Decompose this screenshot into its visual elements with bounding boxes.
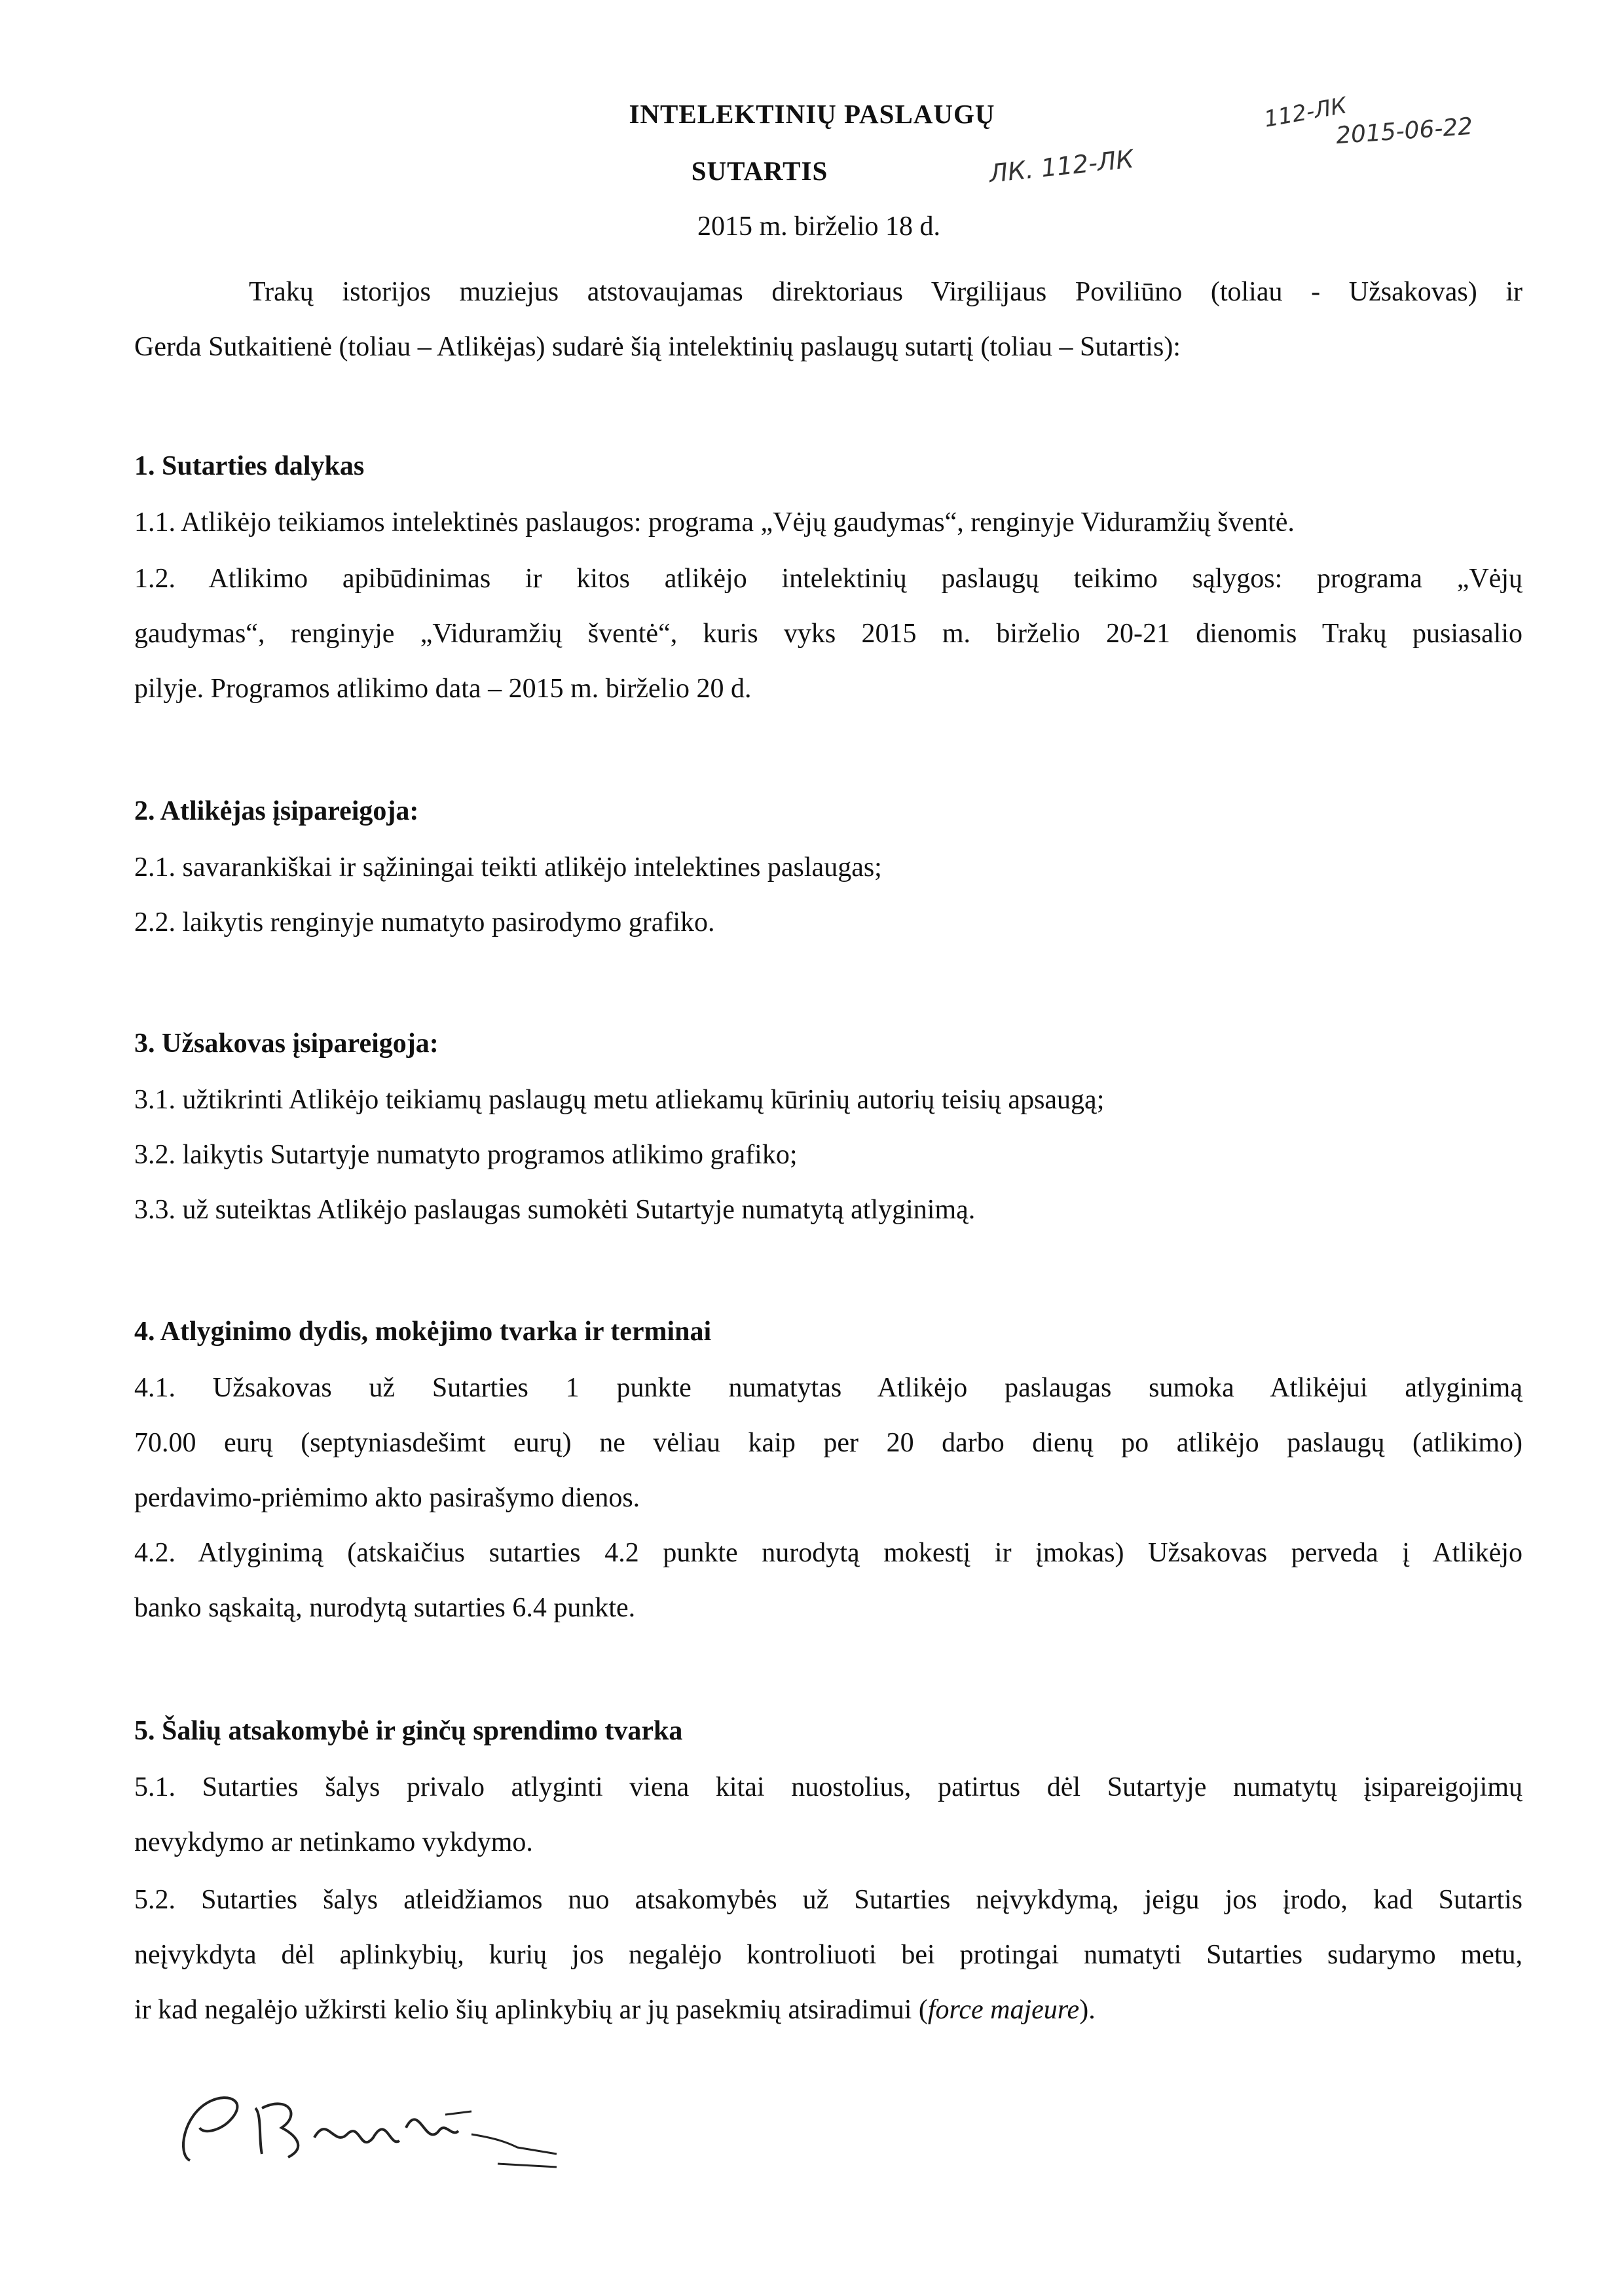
clause-1-2-line-2: gaudymas“, renginyje „Viduramžių šventė“, kuris vyks 2015 m. birželio 20-21 dienomis Trakų pusiasalio [134, 619, 1522, 649]
clause-1-1: 1.1. Atlikėjo teikiamos intelektinės paslaugos: programa „Vėjų gaudymas“, renginyje Viduramžių šventė. [134, 507, 1295, 538]
section-4-heading: 4. Atlyginimo dydis, mokėjimo tvarka ir terminai [134, 1317, 712, 1347]
document-subtitle: SUTARTIS [691, 156, 828, 186]
section-5-heading: 5. Šalių atsakomybė ir ginčų sprendimo tvarka [134, 1716, 683, 1746]
clause-3-1: 3.1. užtikrinti Atlikėjo teikiamų paslaugų metu atliekamų kūrinių autorių teisių apsaugą; [134, 1085, 1105, 1115]
clause-3-2: 3.2. laikytis Sutartyje numatyto programos atlikimo grafiko; [134, 1140, 798, 1170]
clause-2-2: 2.2. laikytis renginyje numatyto pasirodymo grafiko. [134, 907, 715, 938]
clause-5-2-line-3: ir kad negalėjo užkirsti kelio šių aplinkybių ar jų pasekmių atsiradimui (force majeure). [134, 1995, 1096, 2025]
clause-1-2-line-3: pilyje. Programos atlikimo data – 2015 m. birželio 20 d. [134, 674, 752, 704]
force-majeure-term: force majeure [927, 1995, 1080, 2025]
clause-5-2-line-1: 5.2. Sutarties šalys atleidžiamos nuo atsakomybės už Sutarties neįvykdymą, jeigu jos įrodo, kad Sutartis [134, 1885, 1522, 1915]
handwritten-registration-mark: ЛК. 112-ЛК [987, 144, 1135, 189]
clause-5-1-line-1: 5.1. Sutarties šalys privalo atlyginti viena kitai nuostolius, patirtus dėl Sutartyje numatytų įsipareigojimų [134, 1772, 1522, 1802]
clause-4-1-line-3: perdavimo-priėmimo akto pasirašymo dienos. [134, 1483, 640, 1513]
signature-image [164, 2075, 570, 2180]
clause-3-3: 3.3. už suteiktas Atlikėjo paslaugas sumokėti Sutartyje numatytą atlyginimą. [134, 1195, 976, 1225]
clause-4-2-line-2: banko sąskaitą, nurodytą sutarties 6.4 punkte. [134, 1593, 636, 1623]
clause-4-1-line-1: 4.1. Užsakovas už Sutarties 1 punkte numatytas Atlikėjo paslaugas sumoka Atlikėjui atlyginimą [134, 1373, 1522, 1403]
clause-1-2-line-1: 1.2. Atlikimo apibūdinimas ir kitos atlikėjo intelektinių paslaugų teikimo sąlygos: programa „Vėjų [134, 564, 1522, 594]
section-3-heading: 3. Užsakovas įsipareigoja: [134, 1029, 439, 1059]
section-1-heading: 1. Sutarties dalykas [134, 451, 365, 481]
intro-line-1: Trakų istorijos muziejus atstovaujamas direktoriaus Virgilijaus Poviliūno (toliau - Užsakovas) ir [249, 277, 1522, 307]
clause-4-1-line-2: 70.00 eurų (septyniasdešimt eurų) ne vėliau kaip per 20 darbo dienų po atlikėjo paslaugų (atlikimo) [134, 1428, 1522, 1458]
section-2-heading: 2. Atlikėjas įsipareigoja: [134, 796, 419, 826]
document-title: INTELEKTINIŲ PASLAUGŲ [629, 99, 995, 129]
handwritten-corner-date: 2015-06-22 [1335, 113, 1474, 150]
intro-line-2: Gerda Sutkaitienė (toliau – Atlikėjas) sudarė šią intelektinių paslaugų sutartį (toliau – Sutartis): [134, 332, 1181, 362]
clause-5-2-line-2: neįvykdyta dėl aplinkybių, kurių jos negalėjo kontroliuoti bei protingai numatyti Sutarties sudarymo metu, [134, 1940, 1522, 1970]
document-date: 2015 m. birželio 18 d. [697, 211, 940, 242]
clause-5-1-line-2: nevykdymo ar netinkamo vykdymo. [134, 1827, 533, 1857]
handwritten-corner-number: 112-ЛК [1262, 92, 1349, 133]
clause-2-1: 2.1. savarankiškai ir sąžiningai teikti atlikėjo intelektines paslaugas; [134, 852, 882, 883]
clause-4-2-line-1: 4.2. Atlyginimą (atskaičius sutarties 4.2 punkte nurodytą mokestį ir įmokas) Užsakovas perveda į Atlikėjo [134, 1538, 1522, 1568]
